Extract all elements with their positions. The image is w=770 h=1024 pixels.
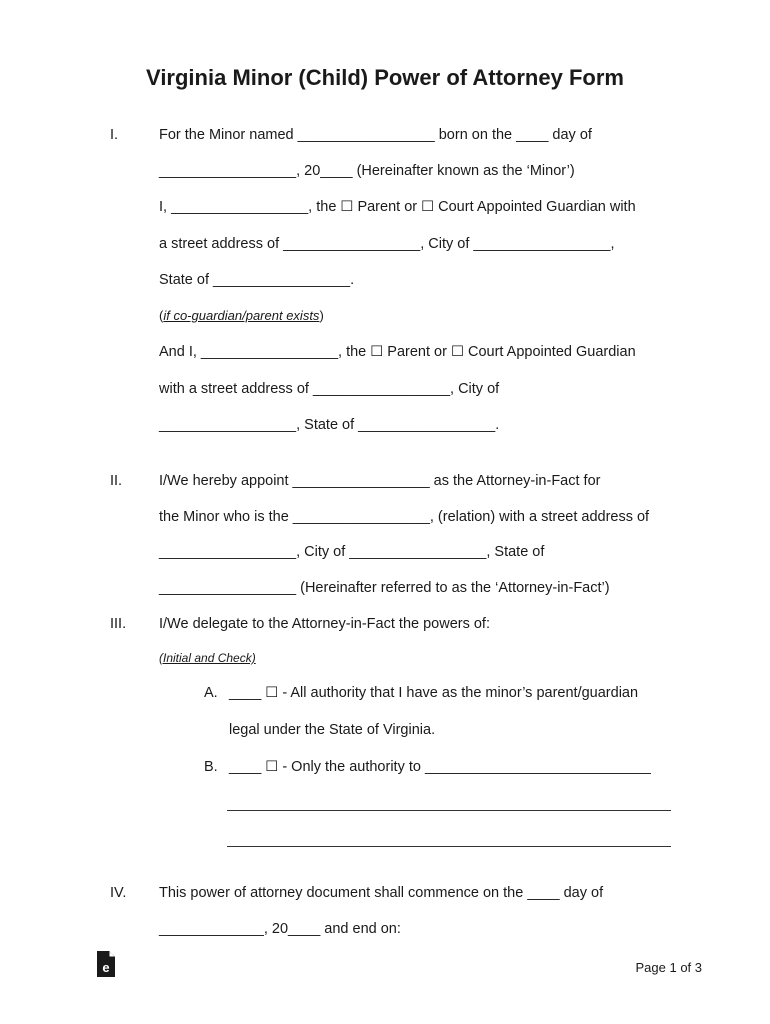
page-number: Page 1 of 3 <box>635 960 702 975</box>
section-numeral-3: III. <box>110 616 127 632</box>
co-guardian-note-text: if co-guardian/parent exists <box>163 308 320 323</box>
option-b-letter: B. <box>204 759 218 775</box>
section-1-line-2: _________________, 20____ (Hereinafter known as the ‘Minor’) <box>159 163 575 179</box>
note-open-paren: ( <box>159 308 164 323</box>
section-1-line-4: a street address of _________________, City of _________________, <box>159 236 615 252</box>
section-1-line-1: For the Minor named _________________ born on the ____ day of <box>159 127 592 143</box>
section-2-line-1: I/We hereby appoint _________________ as the Attorney-in-Fact for <box>159 473 601 489</box>
co-guardian-note <box>159 306 324 326</box>
option-a-line-1: ____ ☐ - All authority that I have as the minor’s parent/guardian <box>229 685 639 701</box>
section-4-line-1: This power of attorney document shall commence on the ____ day of <box>159 885 604 901</box>
section-1-line-8: _________________, State of _________________. <box>159 417 500 433</box>
section-2-line-4: _________________ (Hereinafter referred to as the ‘Attorney-in-Fact’) <box>159 580 610 596</box>
option-a-letter: A. <box>204 685 218 701</box>
section-2-line-3: _________________, City of _________________, State of <box>159 544 545 560</box>
section-numeral-1: I. <box>110 127 119 143</box>
section-1-line-6: And I, _________________, the ☐ Parent or ☐ Court Appointed Guardian <box>159 344 636 360</box>
section-1-line-3: I, _________________, the ☐ Parent or ☐ Court Appointed Guardian with <box>159 199 636 215</box>
section-numeral-4: IV. <box>110 885 127 901</box>
note-close-paren: ) <box>319 308 324 323</box>
section-2-line-2: the Minor who is the _________________, (relation) with a street address of <box>159 509 650 525</box>
authority-blank-line-1 <box>227 810 671 811</box>
eforms-logo-icon <box>95 950 117 978</box>
initial-and-check-note <box>159 648 256 668</box>
initial-and-check-text: (Initial and Check) <box>159 651 256 665</box>
authority-blank-line-2 <box>227 846 671 847</box>
section-4-line-2: _____________, 20____ and end on: <box>159 921 401 937</box>
svg-text:e: e <box>102 960 110 975</box>
section-1-line-5: State of _________________. <box>159 272 355 288</box>
option-a-line-2: legal under the State of Virginia. <box>229 722 436 738</box>
section-numeral-2: II. <box>110 473 123 489</box>
section-3-line-1: I/We delegate to the Attorney-in-Fact the powers of: <box>159 616 490 632</box>
option-b-line-1: ____ ☐ - Only the authority to ____________________________ <box>229 759 651 775</box>
section-1-line-7: with a street address of _________________, City of <box>159 381 500 397</box>
document-title: Virginia Minor (Child) Power of Attorney Form <box>146 65 624 90</box>
